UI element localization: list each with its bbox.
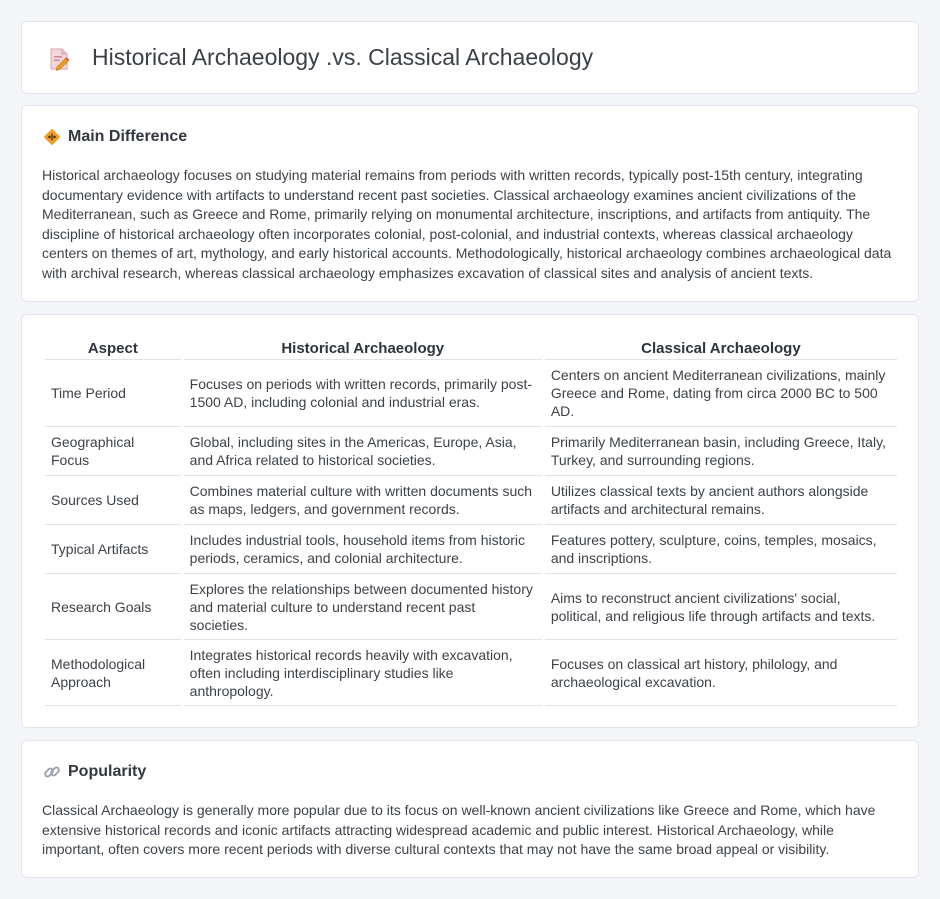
comparison-table-section bbox=[21, 314, 919, 728]
historical-cell: Focuses on periods with written records, primarily post-1500 AD, including colonial and industrial eras. bbox=[184, 360, 542, 427]
historical-cell: Integrates historical records heavily with excavation, often including interdisciplinary studies like anthropology. bbox=[184, 640, 542, 706]
popularity-text: Classical Archaeology is generally more popular due to its focus on well-known ancient civilizations like Greece and Rome, which have extensive historical records and iconic artifacts attracting widespread academic and public interest. Historical Archaeology, while important, often covers more recent periods with diverse cultural contexts that may not have the same broad appeal or visibility. bbox=[42, 802, 876, 858]
comparison-table bbox=[42, 335, 900, 706]
historical-cell: Explores the relationships between documented history and material culture to understand recent past societies. bbox=[184, 574, 542, 640]
popularity-title: Popularity bbox=[68, 763, 147, 780]
main-difference-title: Main Difference bbox=[68, 128, 188, 145]
classical-cell: Utilizes classical texts by ancient authors alongside artifacts and architectural remains. bbox=[545, 476, 897, 525]
classical-cell: Primarily Mediterranean basin, including Greece, Italy, Turkey, and surrounding regions. bbox=[545, 427, 897, 476]
historical-cell: Global, including sites in the Americas, Europe, Asia, and Africa related to historical societies. bbox=[184, 427, 542, 476]
classical-cell: Focuses on classical art history, philology, and archaeological excavation. bbox=[545, 640, 897, 706]
main-difference-text: Historical archaeology focuses on studying material remains from periods with written records, typically post-15th century, integrating documentary evidence with artifacts to understand recent past societies. Classical archaeology examines ancient civilizations of the Mediterranean, such as Greece and Rome, primarily relying on monumental architecture, inscriptions, and artifacts from antiquity. The discipline of historical archaeology often incorporates colonial, post-colonial, and industrial contexts, whereas classical archaeology centers on themes of art, mythology, and early historical accounts. Methodologically, historical archaeology combines archaeological data with archival research, whereas classical archaeology emphasizes excavation of classical sites and analysis of ancient texts. bbox=[42, 167, 892, 281]
table-row bbox=[45, 640, 897, 706]
link-icon bbox=[42, 762, 62, 782]
aspect-cell: Sources Used bbox=[45, 476, 181, 525]
main-difference-section bbox=[21, 105, 919, 302]
header-historical: Historical Archaeology bbox=[184, 335, 542, 360]
header-classical: Classical Archaeology bbox=[545, 335, 897, 360]
document-pencil-icon bbox=[48, 47, 70, 71]
popularity-heading bbox=[42, 762, 146, 782]
aspect-cell: Geographical Focus bbox=[45, 427, 181, 476]
table-row bbox=[45, 360, 897, 427]
historical-cell: Combines material culture with written documents such as maps, ledgers, and government records. bbox=[184, 476, 542, 525]
classical-cell: Aims to reconstruct ancient civilizations' social, political, and religious life through artifacts and texts. bbox=[545, 574, 897, 640]
diamond-sign-icon bbox=[42, 127, 62, 147]
table-row bbox=[45, 525, 897, 574]
table-row bbox=[45, 476, 897, 525]
popularity-section bbox=[21, 740, 919, 878]
aspect-cell: Typical Artifacts bbox=[45, 525, 181, 574]
table-header-row bbox=[45, 335, 897, 360]
classical-cell: Features pottery, sculpture, coins, temples, mosaics, and inscriptions. bbox=[545, 525, 897, 574]
aspect-cell: Time Period bbox=[45, 360, 181, 427]
header-aspect: Aspect bbox=[45, 335, 181, 360]
aspect-cell: Research Goals bbox=[45, 574, 181, 640]
aspect-cell: Methodological Approach bbox=[45, 640, 181, 706]
classical-cell: Centers on ancient Mediterranean civilizations, mainly Greece and Rome, dating from circa 2000 BC to 500 AD. bbox=[545, 360, 897, 427]
table-row bbox=[45, 427, 897, 476]
table-row bbox=[45, 574, 897, 640]
header-card bbox=[21, 21, 919, 94]
historical-cell: Includes industrial tools, household items from historic periods, ceramics, and colonial architecture. bbox=[184, 525, 542, 574]
page-title: Historical Archaeology .vs. Classical Archaeology bbox=[92, 44, 594, 70]
main-difference-heading bbox=[42, 127, 187, 147]
